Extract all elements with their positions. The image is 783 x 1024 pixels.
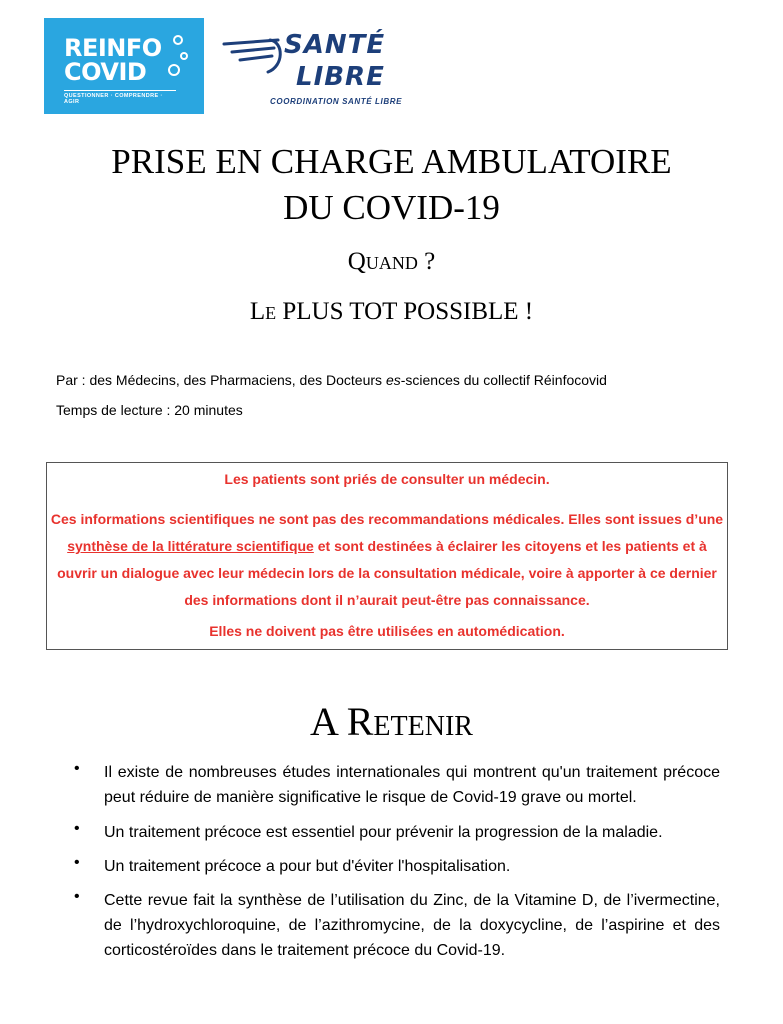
authors-suffix: -sciences du collectif Réinfocovid	[400, 372, 607, 388]
question-heading: Quand ?	[347, 248, 436, 275]
list-item-text: Un traitement précoce a pour but d'éviter l'hospitalisation.	[104, 858, 511, 875]
logo-libre-word: LIBRE	[296, 62, 385, 92]
list-item-text: Il existe de nombreuses études internationales qui montrent qu'un traitement précoce peut réduire de manière significative le risque de Covid-19 grave ou mortel.	[104, 764, 720, 806]
sante-libre-logo	[222, 22, 422, 112]
logo-covid-word: COVID	[64, 58, 147, 86]
bullet-icon: •	[74, 760, 80, 777]
reinfocovid-logo	[44, 18, 204, 114]
section-heading: A Retenir	[310, 699, 473, 744]
wing-icon	[222, 36, 286, 76]
authors-line	[56, 372, 607, 388]
disclaimer-text-a: Ces informations scientifiques ne sont pas des recommandations médicales. Elles sont issues d’une	[50, 511, 724, 527]
bullet-icon: •	[74, 888, 80, 905]
document-title-line1: PRISE EN CHARGE AMBULATOIRE	[111, 142, 672, 181]
bubbles-icon	[164, 34, 192, 82]
bullet-icon: •	[74, 854, 80, 871]
logo-reinfo-tagline: QUESTIONNER · COMPRENDRE · AGIR	[64, 90, 176, 105]
disclaimer-line3: Elles ne doivent pas être utilisées en automédication.	[209, 623, 565, 639]
reading-time: Temps de lecture : 20 minutes	[56, 402, 243, 418]
logo-sante-subtitle: COORDINATION SANTÉ LIBRE	[270, 97, 403, 106]
disclaimer-text-b: et sont destinées à éclairer les citoyens et les patients et à ouvrir un dialogue avec leur médecin lors de la consultation médicale, voire à apporter à ce dernier des informations dont il n’aurait peut-être pas connaissance.	[57, 538, 717, 608]
disclaimer-box	[46, 462, 728, 650]
disclaimer-line1: Les patients sont priés de consulter un médecin.	[224, 471, 550, 487]
list-item-text: Cette revue fait la synthèse de l’utilisation du Zinc, de la Vitamine D, de l’ivermectine, de l’hydroxychloroquine, de l’azithromycine, de la doxycycline, de l’aspirine et des corticostéroïdes dans le traitement précoce du Covid-19.	[104, 892, 720, 959]
authors-prefix: Par : des Médecins, des Pharmaciens, des Docteurs	[56, 372, 386, 388]
authors-emphasis: es	[385, 372, 401, 388]
logo-sante-word: SANTÉ	[284, 30, 386, 60]
bullet-icon: •	[74, 820, 80, 837]
disclaimer-paragraph	[47, 506, 727, 614]
list-item-text: Un traitement précoce est essentiel pour prévenir la progression de la maladie.	[104, 824, 663, 841]
document-title-line2: DU COVID-19	[283, 188, 500, 227]
literature-synthesis-link[interactable]: synthèse de la littérature scientifique	[67, 538, 314, 554]
answer-heading: Le PLUS TOT POSSIBLE !	[249, 298, 534, 325]
logo-reinfo-word: REINFO	[64, 34, 162, 62]
